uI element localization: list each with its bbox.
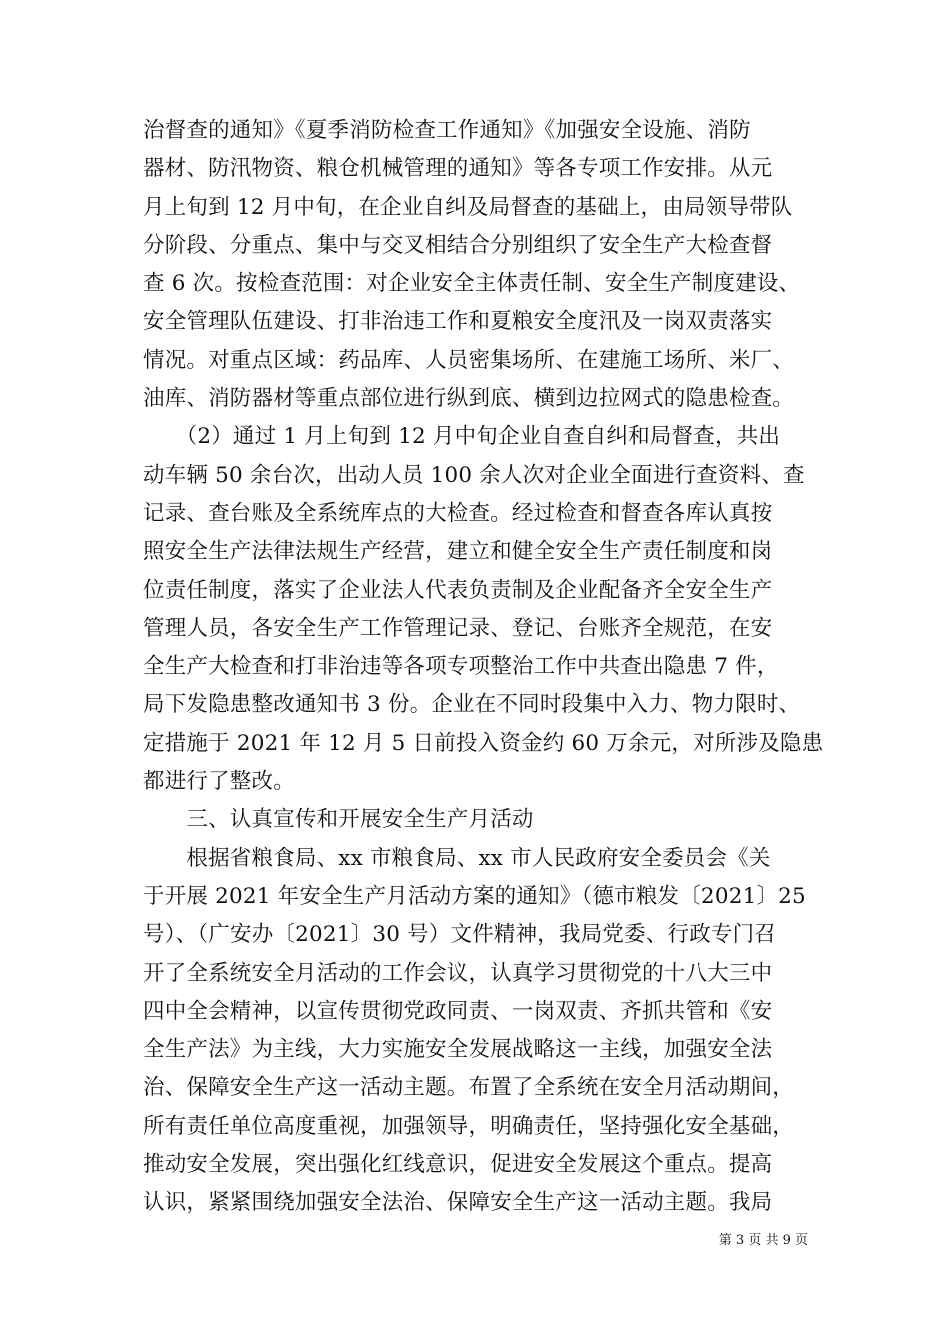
text-line: 器材、防汛物资、粮仓机械管理的通知》等各专项工作安排。从元	[143, 156, 773, 182]
text-line: 开了全系统安全月活动的工作会议，认真学习贯彻党的十八大三中	[143, 960, 773, 986]
text-line: 所有责任单位高度重视，加强领导，明确责任，坚持强化安全基础，	[143, 1113, 795, 1139]
text-line: 记录、查台账及全系统库点的大检查。经过检查和督查各库认真按	[143, 500, 773, 526]
text-line: 位责任制度，落实了企业法人代表负责制及企业配备齐全安全生产	[143, 577, 773, 603]
text-line: 月上旬到 12 月中旬，在企业自纠及局督查的基础上，由局领导带队	[143, 194, 793, 220]
text-line: 分阶段、分重点、集中与交叉相结合分别组织了安全生产大检查督	[143, 232, 773, 258]
text-line: 四中全会精神，以宣传贯彻党政同责、一岗双责、齐抓共管和《安	[143, 998, 773, 1024]
text-line: 动车辆 50 余台次，出动人员 100 余人次对企业全面进行查资料、查	[143, 462, 805, 488]
text-line: 于开展 2021 年安全生产月活动方案的通知》（德市粮发〔2021〕25	[143, 883, 806, 909]
text-line: 局下发隐患整改通知书 3 份。企业在不同时段集中入力、物力限时、	[143, 692, 801, 718]
text-line: 治督查的通知》《夏季消防检查工作通知》《加强安全设施、消防	[143, 118, 751, 143]
text-line: 定措施于 2021 年 12 月 5 日前投入资金约 60 万余元，对所涉及隐患	[143, 730, 824, 756]
text-line: 认识，紧紧围绕加强安全法治、保障安全生产这一活动主题。我局	[143, 1190, 773, 1216]
text-line: 推动安全发展，突出强化红线意识，促进安全发展这个重点。提高	[143, 1152, 773, 1178]
text-line: 全生产大检查和打非治违等各项专项整治工作中共查出隐患 7 件，	[143, 654, 779, 680]
text-line: 照安全生产法律法规生产经营，建立和健全安全生产责任制度和岗	[143, 539, 773, 565]
body-text	[143, 112, 824, 1223]
text-line: 全生产法》为主线，大力实施安全发展战略这一主线，加强安全法	[143, 1037, 773, 1063]
text-line: 油库、消防器材等重点部位进行纵到底、横到边拉网式的隐患检查。	[143, 386, 795, 412]
text-line: 情况。对重点区域：药品库、人员密集场所、在建施工场所、米厂、	[143, 347, 795, 373]
text-line: 查 6 次。按检查范围：对企业安全主体责任制、安全生产制度建设、	[143, 271, 801, 297]
page-number-footer: 第 3 页 共 9 页	[718, 1233, 808, 1248]
paragraph-start-line: （2）通过 1 月上旬到 12 月中旬企业自查自纠和局督查，共出	[143, 424, 781, 450]
section-heading: 三、认真宣传和开展安全生产月活动	[143, 807, 534, 833]
text-line: 治、保障安全生产这一活动主题。布置了全系统在安全月活动期间，	[143, 1075, 795, 1101]
text-line: 号）、（广安办〔2021〕30 号）文件精神，我局党委、行政专门召	[143, 922, 777, 948]
paragraph-start-line: 根据省粮食局、xx 市粮食局、xx 市人民政府安全委员会《关	[143, 845, 771, 871]
text-line: 都进行了整改。	[143, 769, 295, 795]
text-line: 管理人员，各安全生产工作管理记录、登记、台账齐全规范，在安	[143, 615, 773, 641]
text-line: 安全管理队伍建设、打非治违工作和夏粮安全度汛及一岗双责落实	[143, 309, 773, 335]
